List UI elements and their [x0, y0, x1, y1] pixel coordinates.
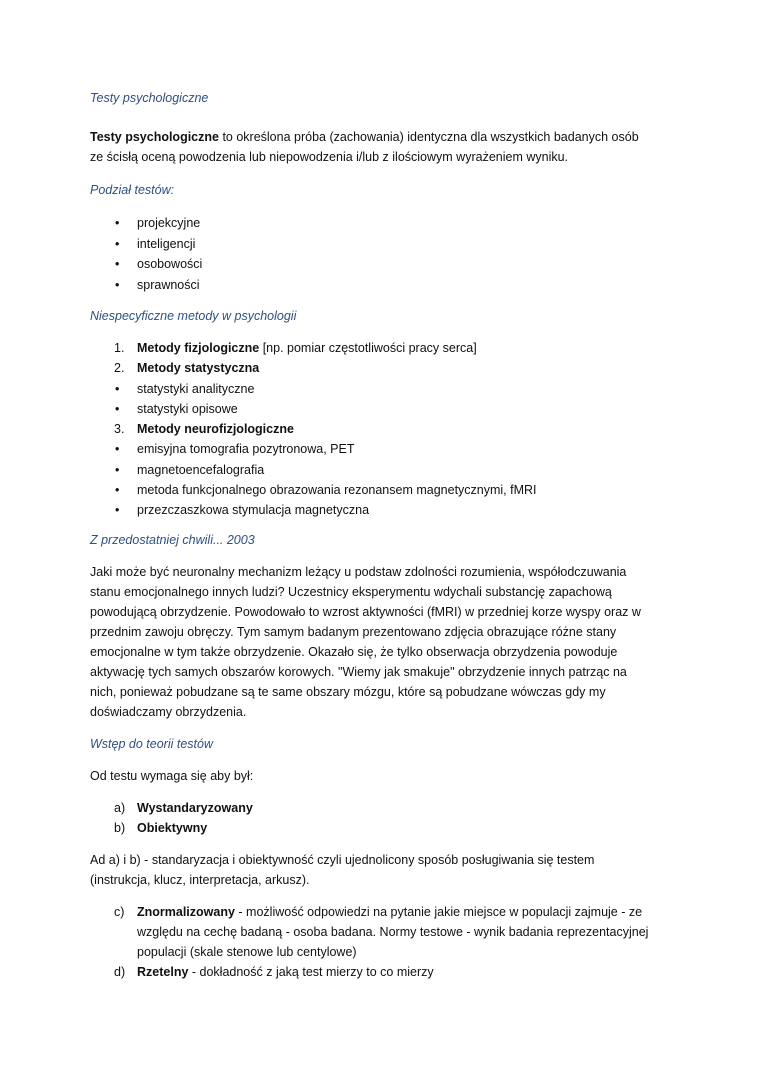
bullet-icon: • [115, 483, 120, 498]
bullet-icon: • [115, 236, 120, 251]
heading-testy-psychologiczne: Testy psychologiczne [90, 91, 209, 105]
bullet-icon: • [115, 381, 120, 396]
definition-text: to określona próba (zachowania) identyczna dla wszystkich badanych osób ze ścisłą oceną powodzenia lub niepowodzenia i/lub z ilościowym wyrażeniem wyniku. [90, 130, 639, 164]
heading-niespecyficzne-metody: Niespecyficzne metody w psychologii [90, 309, 297, 323]
bullet-icon: • [115, 503, 120, 518]
list-item-text: osobowości [137, 257, 203, 271]
bullet-icon: • [115, 462, 120, 477]
list-item-text: - dokładność z jaką test mierzy to co mierzy [188, 964, 434, 979]
list-item-text: inteligencji [137, 236, 196, 251]
bullet-icon: • [115, 442, 120, 457]
list-marker: c) [114, 904, 125, 919]
list-item [90, 419, 680, 439]
list-item [90, 275, 680, 296]
requirements-list-ab [90, 798, 680, 839]
list-item [90, 460, 680, 480]
requirements-list-cd [90, 902, 680, 982]
ad-note-paragraph: Ad a) i b) - standaryzacja i obiektywność czyli ujednolicony sposób posługiwania się testem (instrukcja, klucz, interpretacja, arkusz). [90, 852, 595, 887]
list-item [90, 962, 680, 982]
list-item-text: statystyki analityczne [137, 381, 255, 396]
list-item-body [137, 962, 662, 982]
heading-podzial-testow: Podział testów: [90, 183, 175, 197]
list-item [90, 439, 680, 459]
heading-wstep-do-teorii-testow: Wstęp do teorii testów [90, 736, 213, 751]
list-item-bold: Metody statystyczna [137, 361, 260, 376]
bullet-icon: • [115, 277, 120, 292]
heading-z-przedostatniej-chwili: Z przedostatniej chwili... 2003 [90, 532, 255, 547]
list-marker: 3. [114, 422, 125, 437]
list-item-text: - możliwość odpowiedzi na pytanie jakie miejsce w populacji zajmuje - ze względu na cechę badaną - osoba badana. Normy testowe - wynik badania reprezentacyjnej populacji (skale stenowe lub centylowe) [137, 904, 649, 959]
definition-term: Testy psychologiczne [90, 130, 219, 144]
experiment-paragraph: Jaki może być neuronalny mechanizm leżący u podstaw zdolności rozumienia, współodczuwania stanu emocjonalnego innych ludzi? Uczestnicy eksperymentu wdychali substancję zapachową powodującą obrzydzenie. Powodowało to wzrost aktywności (fMRI) w przedniej korze wyspy oraz w przednim zawoju obręczy. Tym samym badanym prezentowano zdjęcia obrazujące różne stany emocjonalne w tym także obrzydzenie. Okazało się, że tylko obserwacja obrzydzenia powoduje aktywację tych samych obszarów korowych. "Wiemy jak smakuje" obrzydzenie innych patrząc na nich, ponieważ pobudzane są te same obszary mózgu, które są pobudzane wówczas gdy my doświadczamy obrzydzenia. [90, 564, 641, 719]
list-item-bold: Obiektywny [137, 821, 208, 836]
requirements-intro: Od testu wymaga się aby był: [90, 768, 254, 783]
list-marker: d) [114, 964, 126, 979]
list-marker: 1. [114, 341, 125, 355]
bullet-icon: • [115, 257, 120, 271]
list-item-text: magnetoencefalografia [137, 462, 265, 477]
list-item-text: [np. pomiar częstotliwości pracy serca] [259, 341, 477, 355]
list-item-text: emisyjna tomografia pozytronowa, PET [137, 442, 355, 457]
list-item [90, 358, 680, 378]
list-item [90, 399, 680, 419]
list-item [90, 213, 680, 234]
bullet-icon: • [115, 401, 120, 416]
list-item-bold: Metody fizjologiczne [137, 341, 260, 355]
list-item-bold: Metody neurofizjologiczne [137, 422, 294, 437]
list-item-bold: Wystandaryzowany [137, 800, 253, 815]
list-item [90, 338, 680, 358]
list-marker: 2. [114, 361, 125, 376]
list-item-text: sprawności [137, 277, 200, 292]
list-item-bold: Rzetelny [137, 964, 189, 979]
test-types-list [90, 213, 680, 295]
list-item [90, 480, 680, 500]
list-item [90, 254, 680, 275]
bullet-icon: • [115, 216, 120, 230]
methods-list [90, 338, 680, 521]
list-item [90, 902, 680, 962]
list-marker: b) [114, 821, 126, 836]
list-item [90, 798, 680, 819]
definition-paragraph [90, 127, 650, 167]
list-item-text: statystyki opisowe [137, 401, 238, 416]
list-item [90, 234, 680, 255]
list-item-text: projekcyjne [137, 216, 201, 230]
list-item-text: metoda funkcjonalnego obrazowania rezonansem magnetycznymi, fMRI [137, 483, 537, 498]
list-item [90, 500, 680, 520]
list-item-bold: Znormalizowany [137, 904, 235, 919]
document-page [90, 88, 680, 982]
list-item-text: przezczaszkowa stymulacja magnetyczna [137, 503, 370, 518]
list-item-body [137, 902, 662, 962]
list-item [90, 379, 680, 399]
list-marker: a) [114, 800, 126, 815]
list-item [90, 818, 680, 839]
